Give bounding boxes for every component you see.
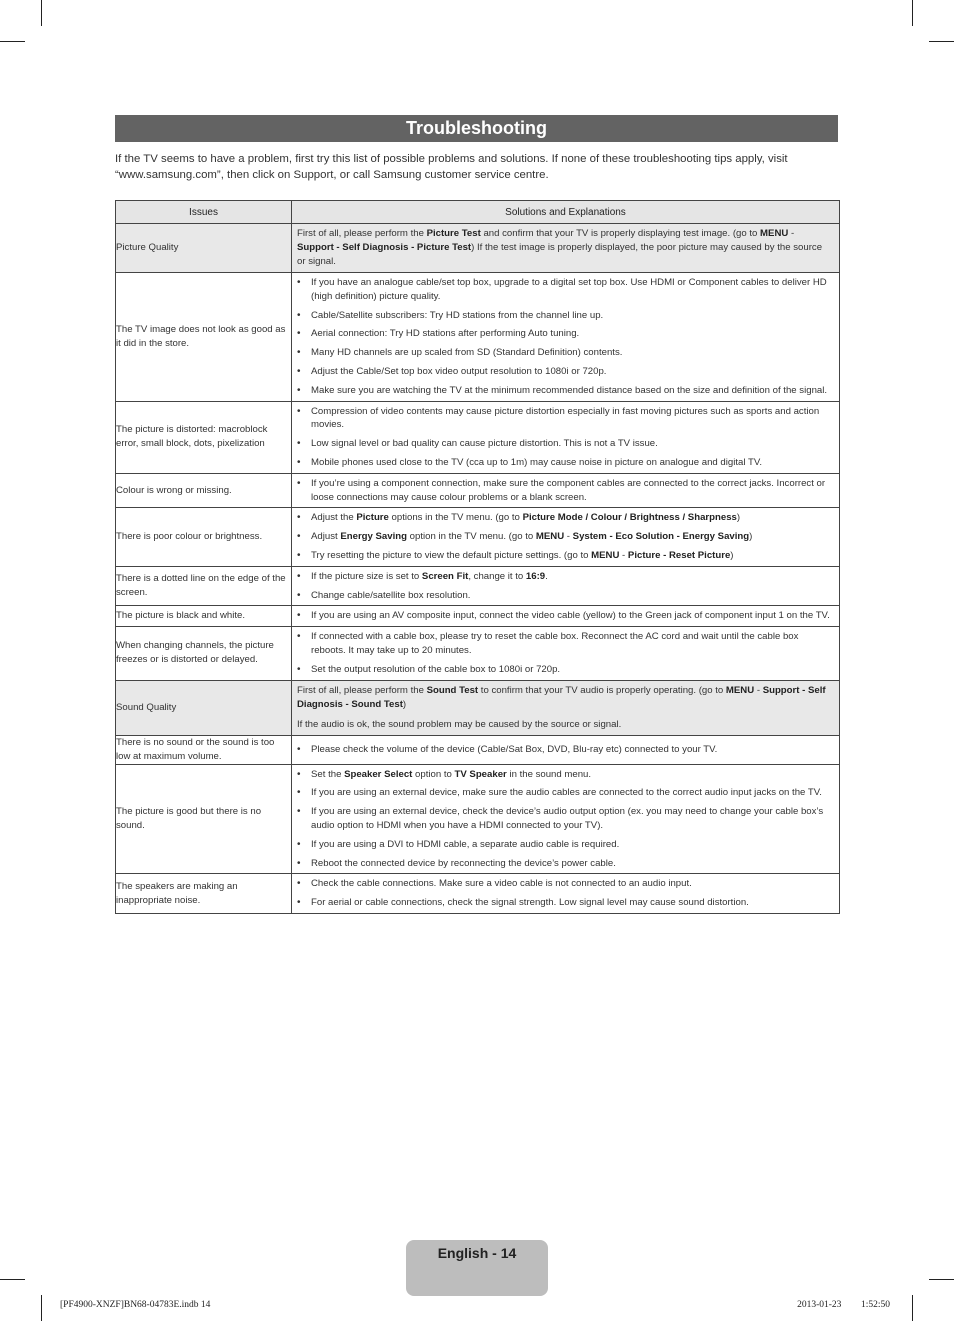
emphasis-text: Sound Test (426, 684, 479, 696)
solution-cell (292, 764, 840, 874)
text-run: option in the TV menu. (go to (407, 531, 536, 543)
solution-cell (292, 473, 840, 508)
text-run: If you are using an AV composite input, connect the video cable (yellow) to the Green jack of component input 1 on the TV. (311, 610, 830, 622)
solution-list (292, 508, 839, 565)
text-run: - (564, 531, 573, 543)
text-run: Try resetting the picture to view the default picture settings. (go to (311, 549, 592, 561)
list-item (297, 309, 833, 323)
text-run: to confirm that your TV audio is properly operating. (go to (478, 684, 726, 696)
issue-cell: The picture is good but there is no sound. (116, 764, 292, 874)
list-item (297, 877, 833, 891)
issue-cell: Colour is wrong or missing. (116, 473, 292, 508)
issue-cell: The picture is black and white. (116, 606, 292, 627)
issue-cell: There is poor colour or brightness. (116, 508, 292, 566)
list-item (297, 838, 833, 852)
text-run: Adjust the Cable/Set top box video output resolution to 1080i or 720p. (311, 365, 607, 377)
table-row (116, 401, 840, 473)
solution-list (292, 474, 839, 508)
text-run: If you are using an external device, check the device’s audio output option (ex. you may need to change your cable box’s audio option to HDMI when you have a HDMI connected to your TV). (311, 806, 824, 831)
table-row (116, 606, 840, 627)
text-run: Check the cable connections. Make sure a video cable is not connected to an audio input. (311, 878, 692, 890)
solution-list (292, 273, 839, 401)
text-run: Change cable/satellite box resolution. (311, 589, 471, 601)
text-run: For aerial or cable connections, check the signal strength. Low signal level may cause sound distortion. (311, 897, 749, 909)
print-slug-left: [PF4900-XNZF]BN68-04783E.indb 14 (60, 1300, 211, 1310)
solution-list (292, 627, 839, 679)
intro-paragraph: If the TV seems to have a problem, first try this list of possible problems and solutions. If none of these troubleshooting tips apply, visit “www.samsung.com”, then click on Support, or call Samsung customer service centre. (115, 153, 788, 181)
solution-cell (292, 680, 840, 735)
solution-text (292, 681, 839, 715)
issue-cell: The picture is distorted: macroblock error, small block, dots, pixelization (116, 401, 292, 473)
solution-cell (292, 224, 840, 273)
table-row (116, 566, 840, 606)
emphasis-text: MENU (760, 228, 789, 239)
list-item (297, 456, 833, 470)
text-run: Please check the volume of the device (Cable/Sat Box, DVD, Blu-ray etc) connected to your TV. (311, 743, 718, 755)
issue-cell: When changing channels, the picture freezes or is distorted or delayed. (116, 627, 292, 680)
troubleshooting-table (115, 200, 840, 914)
emphasis-text: Support - Self Diagnosis - Picture Test (297, 242, 472, 253)
text-run: , change it to (468, 570, 526, 582)
text-run: option to (412, 768, 455, 780)
emphasis-text: TV Speaker (454, 768, 507, 780)
text-run: options in the TV menu. (go to (388, 512, 523, 524)
list-item (297, 805, 833, 833)
emphasis-text: Screen Fit (421, 570, 469, 582)
text-run: - (754, 684, 763, 696)
crop-mark (929, 41, 954, 42)
list-item (297, 346, 833, 360)
text-run: Adjust (311, 531, 341, 543)
text-run: Mobile phones used close to the TV (cca up to 1m) may cause noise in picture on analogue and digital TV. (311, 456, 763, 468)
crop-mark (912, 0, 913, 26)
crop-mark (41, 1295, 42, 1321)
table-row (116, 273, 840, 402)
print-slug-right: 2013-01-23 ￿￿ 1:52:50 (797, 1300, 890, 1310)
text-run: If you are using an external device, make sure the audio cables are connected to the correct audio input jacks on the TV. (311, 787, 822, 799)
emphasis-text: Support - Self Diagnosis - Sound Test (297, 684, 826, 710)
solution-cell (292, 606, 840, 627)
text-run: Set the (311, 768, 345, 780)
emphasis-text: 16:9 (525, 570, 546, 582)
solution-list (292, 606, 839, 626)
text-run: Make sure you are watching the TV at the minimum recommended distance based on the size and definition of the signal. (311, 384, 828, 396)
emphasis-text: MENU (725, 684, 755, 696)
issue-cell: Picture Quality (116, 224, 292, 273)
issue-cell: Sound Quality (116, 680, 292, 735)
solution-list (292, 402, 839, 473)
text-run: If you’re using a component connection, make sure the component cables are connected to the correct jacks. Incorrect or loose connections may cause colour problems or a blank screen. (311, 477, 826, 503)
list-item (297, 768, 833, 782)
emphasis-text: Energy Saving (340, 531, 407, 543)
list-item (297, 857, 833, 871)
list-item (297, 786, 833, 800)
list-item (297, 384, 833, 398)
column-header-issues: Issues (116, 201, 292, 224)
list-item (297, 530, 833, 544)
issue-cell: There is a dotted line on the edge of the screen. (116, 566, 292, 606)
table-row (116, 764, 840, 874)
crop-mark (41, 0, 42, 26)
text-run: If the picture size is set to (311, 570, 422, 582)
text-run: ) (749, 531, 753, 543)
solution-cell (292, 401, 840, 473)
solution-text (292, 715, 839, 735)
text-run: Compression of video contents may cause picture distortion especially in fast moving pictures such as sports and action movies. (311, 405, 820, 431)
table-row (116, 874, 840, 914)
issue-cell: The TV image does not look as good as it did in the store. (116, 273, 292, 402)
emphasis-text: MENU (535, 531, 565, 543)
text-run: ) (730, 549, 734, 561)
table-header-row (116, 201, 840, 224)
solution-text (292, 224, 839, 272)
text-run: If you have an analogue cable/set top box, upgrade to a digital set top box. Use HDMI or Component cables to deliver HD (high definition) picture quality. (311, 277, 827, 302)
solution-cell (292, 566, 840, 606)
list-item (297, 896, 833, 910)
list-item (297, 609, 833, 623)
issue-cell: There is no sound or the sound is too low at maximum volume. (116, 735, 292, 764)
solution-list (292, 740, 839, 760)
table-body (116, 224, 840, 914)
list-item (297, 663, 833, 677)
list-item (297, 437, 833, 451)
solution-cell (292, 273, 840, 402)
solution-cell (292, 874, 840, 914)
crop-mark (0, 41, 25, 42)
solution-cell (292, 508, 840, 566)
table-row (116, 224, 840, 273)
text-run: ) (736, 512, 741, 524)
text-run: Cable/Satellite subscribers: Try HD stations from the channel line up. (311, 309, 604, 321)
text-run: . (545, 570, 548, 582)
list-item (297, 570, 833, 584)
emphasis-text: Picture (356, 512, 389, 524)
text-run: and confirm that your TV is properly displaying test image. (go to (480, 228, 761, 239)
list-item (297, 405, 833, 433)
list-item (297, 630, 833, 658)
page-title: Troubleshooting (115, 115, 838, 142)
crop-mark (929, 1279, 954, 1280)
text-run: Adjust the (311, 512, 357, 524)
text-run: ) (402, 698, 407, 710)
table-row (116, 508, 840, 566)
crop-mark (0, 1279, 25, 1280)
text-run: in the sound menu. (506, 768, 592, 780)
list-item (297, 276, 833, 304)
emphasis-text: MENU (591, 549, 620, 561)
emphasis-text: Picture - Reset Picture (627, 549, 731, 561)
solution-cell (292, 735, 840, 764)
text-run: Aerial connection: Try HD stations after performing Auto tuning. (311, 328, 580, 340)
emphasis-text: Speaker Select (344, 768, 413, 780)
solution-list (292, 765, 839, 874)
table-row (116, 473, 840, 508)
emphasis-text: Picture Test (426, 228, 481, 239)
text-run: Many HD channels are up scaled from SD (Standard Definition) contents. (311, 347, 623, 359)
text-run: - (619, 549, 628, 561)
table-row (116, 735, 840, 764)
text-run: If you are using a DVI to HDMI cable, a separate audio cable is required. (311, 838, 620, 850)
list-item (297, 511, 833, 525)
text-run: First of all, please perform the (297, 228, 427, 239)
emphasis-text: System - Eco Solution - Energy Saving (572, 531, 750, 543)
text-run: ) If the test image is properly displayed, the poor picture may caused by the source or signal. (297, 242, 823, 267)
solution-list (292, 567, 839, 606)
crop-mark (912, 1295, 913, 1321)
page-number-label: English - 14 (437, 1245, 517, 1261)
table-row (116, 627, 840, 680)
text-run: If connected with a cable box, please try to reset the cable box. Reconnect the AC cord and wait until the cable box reboots. It may take up to 20 minutes. (311, 631, 799, 656)
list-item (297, 327, 833, 341)
issue-cell: The speakers are making an inappropriate noise. (116, 874, 292, 914)
list-item (297, 549, 833, 563)
list-item (297, 477, 833, 505)
text-run: First of all, please perform the (297, 684, 427, 696)
column-header-solutions: Solutions and Explanations (292, 201, 840, 224)
text-run: If the audio is ok, the sound problem may be caused by the source or signal. (297, 718, 622, 730)
list-item (297, 589, 833, 603)
solution-list (292, 874, 839, 913)
list-item (297, 365, 833, 379)
text-run: Set the output resolution of the cable box to 1080i or 720p. (311, 663, 561, 675)
emphasis-text: Picture Mode / Colour / Brightness / Sharpness (522, 512, 737, 524)
text-run: - (788, 228, 795, 239)
text-run: Low signal level or bad quality can cause picture distortion. This is not a TV issue. (311, 438, 658, 450)
solution-cell (292, 627, 840, 680)
text-run: Reboot the connected device by reconnecting the device’s power cable. (311, 857, 616, 869)
table-row (116, 680, 840, 735)
list-item (297, 743, 833, 757)
